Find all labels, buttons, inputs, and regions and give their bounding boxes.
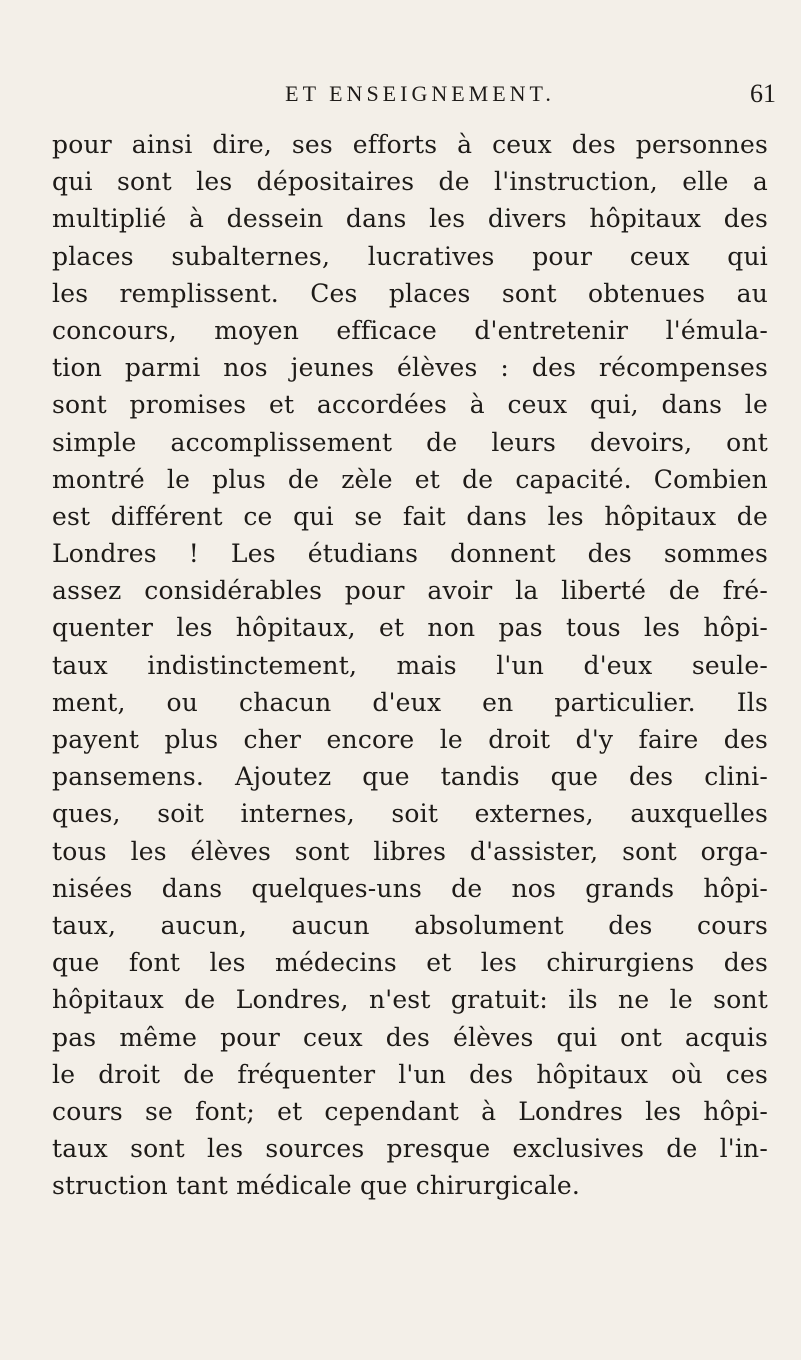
running-head — [60, 76, 780, 112]
text-line: hôpitaux de Londres, n'est gratuit: ils ne le sont — [52, 985, 768, 1015]
running-title: ET ENSEIGNEMENT. — [285, 81, 555, 106]
text-line: Londres ! Les étudians donnent des sommes — [52, 539, 768, 569]
text-line: le droit de fréquenter l'un des hôpitaux où ces — [52, 1059, 768, 1089]
text-line: quenter les hôpitaux, et non pas tous les hôpi- — [52, 613, 768, 643]
text-line: taux indistinctement, mais l'un d'eux seule- — [52, 650, 768, 680]
text-line: assez considérables pour avoir la liberté de fré- — [52, 576, 768, 606]
text-line: taux sont les sources presque exclusives de l'in- — [52, 1134, 768, 1164]
text-line: pansemens. Ajoutez que tandis que des clini- — [52, 762, 768, 792]
text-line: montré le plus de zèle et de capacité. Combien — [52, 464, 768, 494]
text-line: concours, moyen efficace d'entretenir l'émula- — [52, 315, 768, 345]
text-line: que font les médecins et les chirurgiens des — [52, 948, 768, 978]
text-line: pour ainsi dire, ses efforts à ceux des personnes — [52, 130, 768, 159]
text-line: payent plus cher encore le droit d'y faire des — [52, 725, 768, 754]
text-line: nisées dans quelques-uns de nos grands hôpi- — [52, 873, 768, 903]
text-line: tous les élèves sont libres d'assister, sont orga- — [52, 836, 768, 866]
text-line: simple accomplissement de leurs devoirs, ont — [52, 427, 768, 457]
text-line: multiplié à dessein dans les divers hôpitaux des — [52, 204, 768, 234]
text-line: tion parmi nos jeunes élèves : des récompenses — [52, 353, 768, 383]
text-line: cours se font; et cependant à Londres les hôpi- — [52, 1096, 768, 1126]
text-line: struction tant médicale que chirurgicale. — [52, 1171, 581, 1201]
text-line: places subalternes, lucratives pour ceux qui — [52, 241, 768, 271]
text-line: taux, aucun, aucun absolument des cours — [52, 910, 768, 940]
text-line: qui sont les dépositaires de l'instruction, elle a — [52, 167, 768, 197]
text-line: pas même pour ceux des élèves qui ont acquis — [52, 1022, 768, 1052]
text-line: ment, ou chacun d'eux en particulier. Ils — [52, 687, 768, 717]
page-number: 61 — [750, 79, 776, 108]
text-line: est différent ce qui se fait dans les hôpitaux de — [52, 501, 768, 531]
text-line: sont promises et accordées à ceux qui, dans le — [52, 390, 768, 420]
text-line: ques, soit internes, soit externes, auxquelles — [52, 799, 768, 829]
body-text — [52, 126, 768, 1204]
text-line: les remplissent. Ces places sont obtenues au — [52, 278, 768, 308]
